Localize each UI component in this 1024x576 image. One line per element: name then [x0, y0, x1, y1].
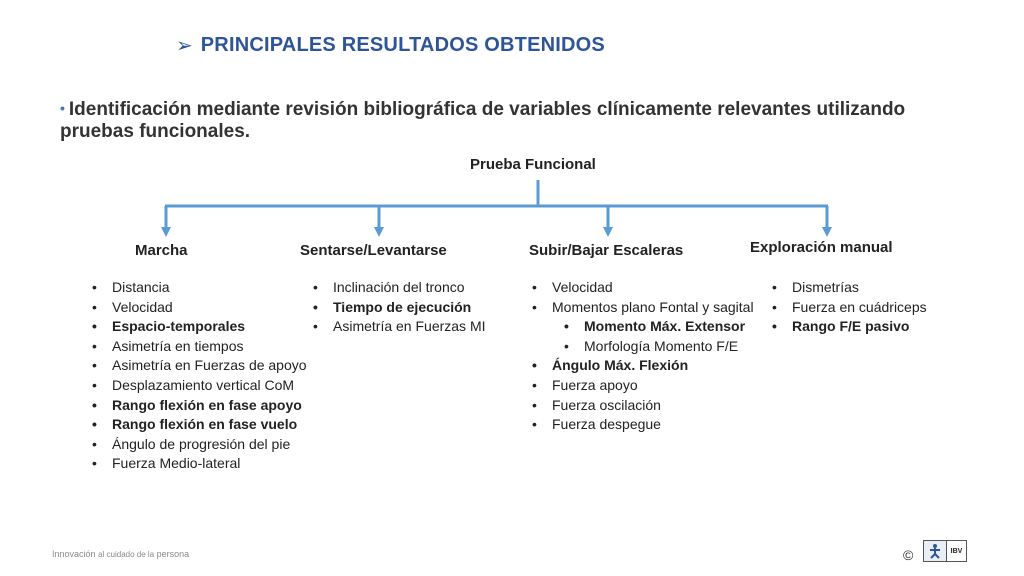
branch-list-item: • Momento Máx. Extensor	[530, 317, 754, 337]
branch-list-item: • Rango F/E pasivo	[770, 317, 927, 337]
branch-list-item: • Rango flexión en fase vuelo	[90, 415, 307, 435]
footer-word-innovacion: Innovación	[52, 549, 96, 559]
branch-list-item: • Fuerza apoyo	[530, 376, 754, 396]
branch-list-item: • Fuerza en cuádriceps	[770, 298, 927, 318]
branch-list-item: • Velocidad	[530, 278, 754, 298]
footer-word-connector: al cuidado de la	[98, 550, 155, 559]
ibv-logo	[923, 540, 967, 562]
branch-list-escaleras	[530, 278, 754, 435]
branch-label-exploracion: Exploración manual	[750, 239, 893, 256]
branch-list-item: • Fuerza oscilación	[530, 396, 754, 416]
branch-list-marcha	[90, 278, 307, 474]
branch-list-item: • Inclinación del tronco	[311, 278, 486, 298]
branch-list-item: • Ángulo de progresión del pie	[90, 435, 307, 455]
branch-list-item: • Fuerza Medio-lateral	[90, 454, 307, 474]
branch-list-item: • Dismetrías	[770, 278, 927, 298]
branch-list-item: • Velocidad	[90, 298, 307, 318]
branch-label-sentarse: Sentarse/Levantarse	[300, 242, 447, 259]
branch-list-item: • Asimetría en Fuerzas MI	[311, 317, 486, 337]
branch-label-escaleras: Subir/Bajar Escaleras	[529, 242, 684, 259]
branch-list-sentarse	[311, 278, 486, 337]
ibv-logo-text: IBV	[950, 547, 963, 555]
ibv-figure-icon	[924, 541, 947, 561]
intro-bullet-icon: •	[60, 100, 65, 116]
footer-word-persona: persona	[156, 549, 190, 559]
branch-list-exploracion	[770, 278, 927, 337]
branch-list-item: • Desplazamiento vertical CoM	[90, 376, 307, 396]
branch-label-marcha: Marcha	[135, 242, 188, 259]
branch-list-item: • Distancia	[90, 278, 307, 298]
copyright-symbol: ©	[903, 547, 914, 563]
slide-title: PRINCIPALES RESULTADOS OBTENIDOS	[200, 34, 605, 56]
branch-list-item: • Morfología Momento F/E	[530, 337, 754, 357]
arrow-bullet-icon: ➢	[176, 34, 193, 57]
footer-tagline	[52, 549, 189, 559]
branch-list-item: • Espacio-temporales	[90, 317, 307, 337]
root-node-label: Prueba Funcional	[470, 156, 596, 173]
branch-list-item: • Rango flexión en fase apoyo	[90, 396, 307, 416]
intro-text: Identificación mediante revisión bibliográfica de variables clínicamente relevantes utilizando pruebas funcionales.	[60, 99, 906, 142]
branch-list-item: • Asimetría en Fuerzas de apoyo	[90, 356, 307, 376]
branch-list-item: • Ángulo Máx. Flexión	[530, 356, 754, 376]
branch-list-item: • Asimetría en tiempos	[90, 337, 307, 357]
branch-list-item: • Tiempo de ejecución	[311, 298, 486, 318]
branch-list-item: • Fuerza despegue	[530, 415, 754, 435]
branch-list-item: • Momentos plano Fontal y sagital	[530, 298, 754, 318]
